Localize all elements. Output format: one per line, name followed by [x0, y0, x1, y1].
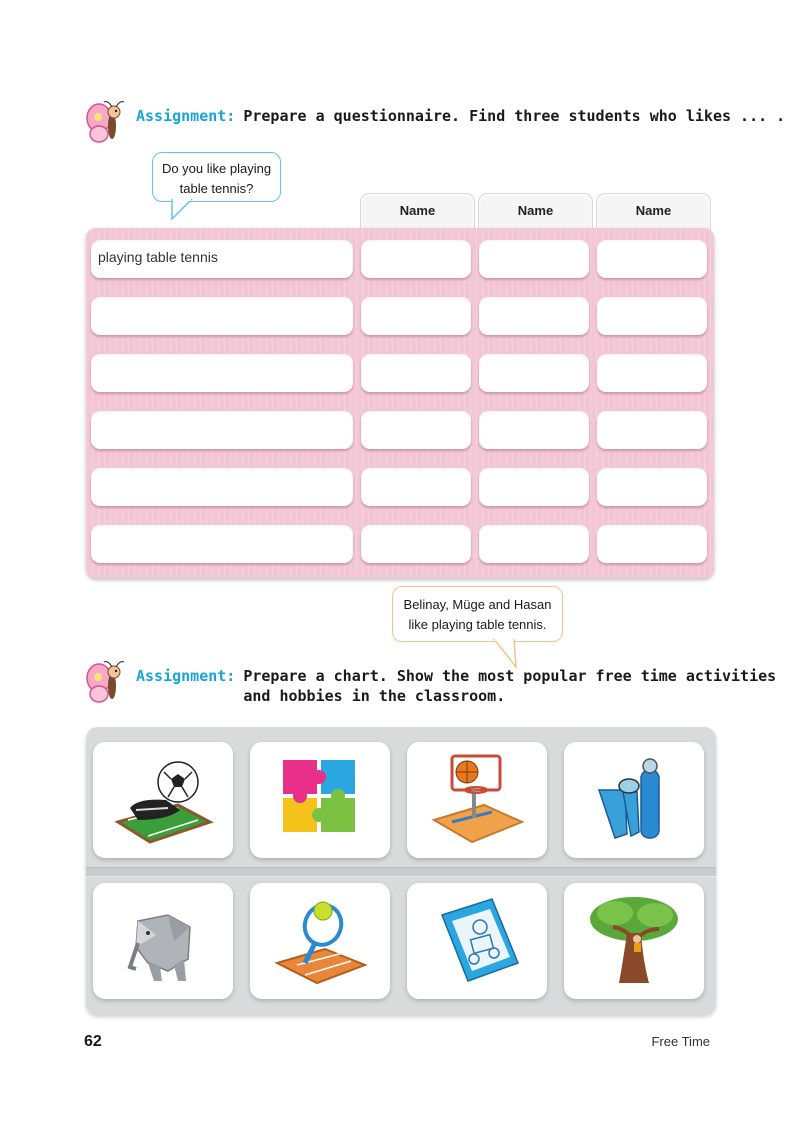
activity-tile[interactable]: [93, 883, 233, 999]
activity-tile[interactable]: [250, 742, 390, 858]
table-row: [86, 240, 714, 280]
basketball-icon: [422, 750, 532, 850]
assignment-text: Prepare a questionnaire. Find three students who likes ... .: [243, 107, 786, 125]
name-header-1: Name: [360, 193, 475, 230]
name-header-3: Name: [596, 193, 711, 230]
footer-title: Free Time: [651, 1034, 710, 1049]
puzzle-icon: [265, 750, 375, 850]
questionnaire-table: [86, 228, 714, 578]
football-icon: [108, 750, 218, 850]
name-cell[interactable]: [361, 240, 471, 278]
name-cell[interactable]: [479, 525, 589, 563]
table-row: [86, 411, 714, 451]
name-cell[interactable]: [597, 354, 707, 392]
tennis-icon: [265, 891, 375, 991]
activity-cell[interactable]: [91, 468, 353, 506]
diving-icon: [579, 750, 689, 850]
name-cell[interactable]: [597, 468, 707, 506]
name-cell[interactable]: [597, 525, 707, 563]
activity-tile[interactable]: [93, 742, 233, 858]
name-cell[interactable]: [479, 354, 589, 392]
name-cell[interactable]: [479, 411, 589, 449]
divider: [86, 867, 716, 877]
butterfly-icon: [84, 660, 130, 706]
activity-tile[interactable]: [564, 742, 704, 858]
activity-tile[interactable]: [250, 883, 390, 999]
origami-elephant-icon: [108, 891, 218, 991]
table-row: [86, 354, 714, 394]
activity-tile[interactable]: [407, 883, 547, 999]
bubble-line: Do you like playing: [161, 161, 272, 176]
bubble-tail: [170, 199, 200, 221]
assignment-text: and hobbies in the classroom.: [243, 687, 506, 705]
name-cell[interactable]: [361, 354, 471, 392]
bubble-line: Belinay, Müge and Hasan: [403, 597, 552, 612]
name-cell[interactable]: [479, 240, 589, 278]
activity-tile[interactable]: [407, 742, 547, 858]
bubble-line: table tennis?: [179, 181, 254, 196]
assignment-label: Assignment:: [136, 107, 236, 125]
table-row: [86, 468, 714, 508]
speech-bubble-question: [152, 152, 281, 202]
name-cell[interactable]: [597, 297, 707, 335]
assignment-text: Prepare a chart. Show the most popular free time activities: [243, 667, 777, 685]
table-row: [86, 297, 714, 337]
name-cell[interactable]: [361, 468, 471, 506]
name-cell[interactable]: [597, 411, 707, 449]
name-cell[interactable]: [479, 297, 589, 335]
butterfly-icon: [84, 100, 130, 146]
assignment-1: [84, 100, 785, 146]
activity-cell[interactable]: [91, 525, 353, 563]
page-number: 62: [84, 1033, 102, 1050]
name-cell[interactable]: [361, 297, 471, 335]
name-header-2: Name: [478, 193, 593, 230]
coloring-book-icon: [422, 891, 532, 991]
activity-cell[interactable]: [91, 411, 353, 449]
name-cell[interactable]: [479, 468, 589, 506]
activity-cell[interactable]: [91, 354, 353, 392]
chart-panel: [86, 727, 716, 1015]
bubble-line: like playing table tennis.: [408, 617, 547, 632]
table-row: [86, 525, 714, 565]
activity-cell[interactable]: [91, 240, 353, 278]
assignment-2: [84, 660, 776, 706]
name-cell[interactable]: [597, 240, 707, 278]
activity-tile[interactable]: [564, 883, 704, 999]
name-cell[interactable]: [361, 411, 471, 449]
tree-climbing-icon: [579, 891, 689, 991]
activity-text: playing table tennis: [98, 249, 218, 265]
speech-bubble-answer: [392, 586, 563, 642]
assignment-label: Assignment:: [136, 667, 236, 685]
activity-cell[interactable]: [91, 297, 353, 335]
name-cell[interactable]: [361, 525, 471, 563]
